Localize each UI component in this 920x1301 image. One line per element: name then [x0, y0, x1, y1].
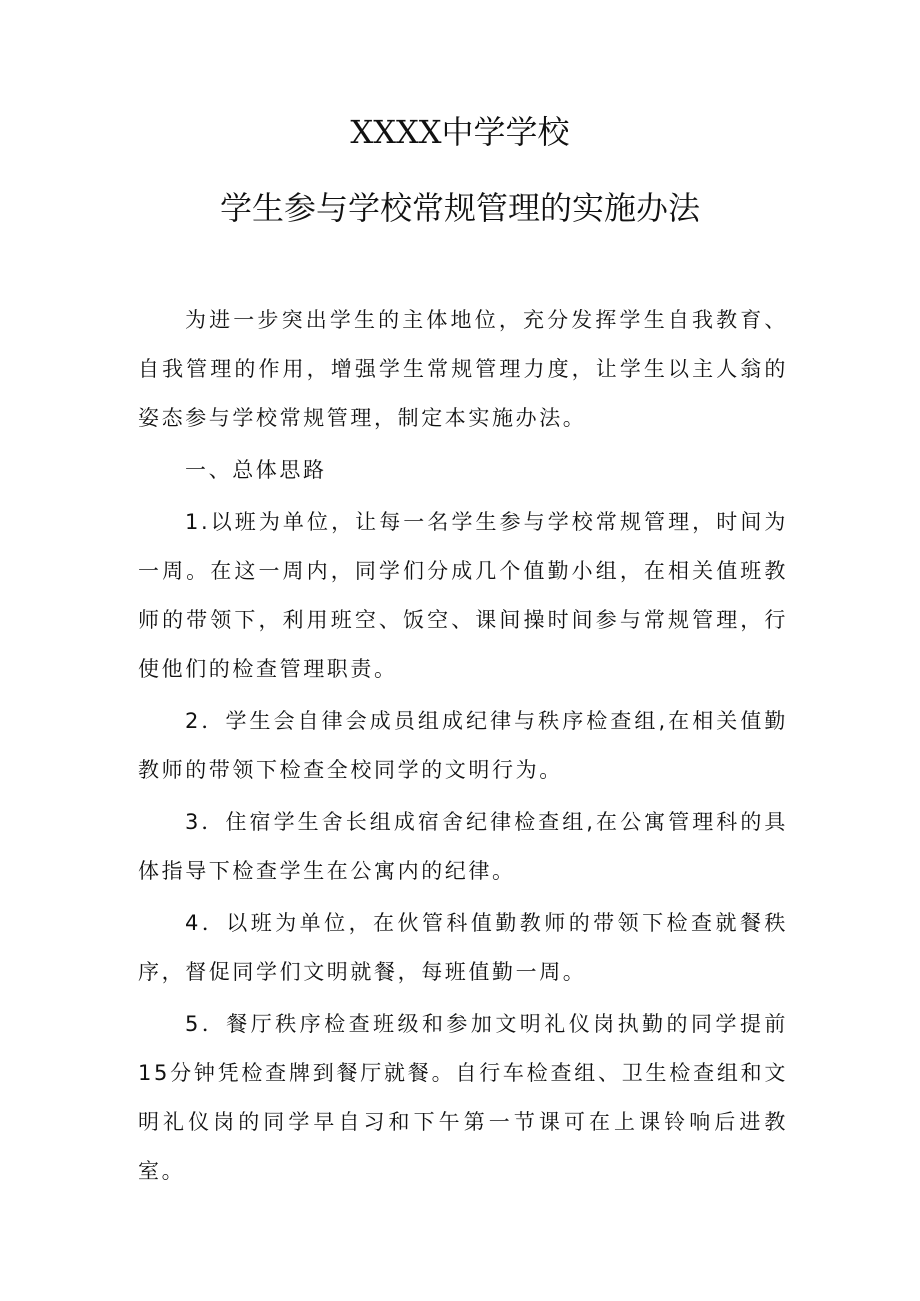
paragraph-item-3: 3．住宿学生舍长组成宿舍纪律检查组,在公寓管理科的具体指导下检查学生在公寓内的纪律。 [138, 810, 788, 883]
document-title-main: 学生参与学校常规管理的实施办法 [219, 189, 700, 227]
section-heading-overall: 一、总体思路 [185, 458, 327, 482]
document-title-school: XXXX中学学校 [350, 113, 570, 151]
document-body [138, 296, 788, 1199]
paragraph-item-2: 2．学生会自律会成员组成纪律与秩序检查组,在相关值勤教师的带领下检查全校同学的文明行为。 [138, 709, 788, 782]
paragraph-item-5: 5．餐厅秩序检查班级和参加文明礼仪岗执勤的同学提前15分钟凭检查牌到餐厅就餐。自行车检查组、卫生检查组和文明礼仪岗的同学早自习和下午第一节课可在上课铃响后进教室。 [138, 1012, 788, 1183]
paragraph-intro: 为进一步突出学生的主体地位，充分发挥学生自我教育、自我管理的作用，增强学生常规管理力度，让学生以主人翁的姿态参与学校常规管理，制定本实施办法。 [138, 308, 788, 430]
paragraph-item-1: 1.以班为单位，让每一名学生参与学校常规管理，时间为一周。在这一周内，同学们分成几个值勤小组，在相关值班教师的带领下，利用班空、饭空、课间操时间参与常规管理，行使他们的检查管理职责。 [138, 510, 788, 681]
paragraph-item-4: 4．以班为单位，在伙管科值勤教师的带领下检查就餐秩序，督促同学们文明就餐，每班值勤一周。 [138, 911, 788, 984]
